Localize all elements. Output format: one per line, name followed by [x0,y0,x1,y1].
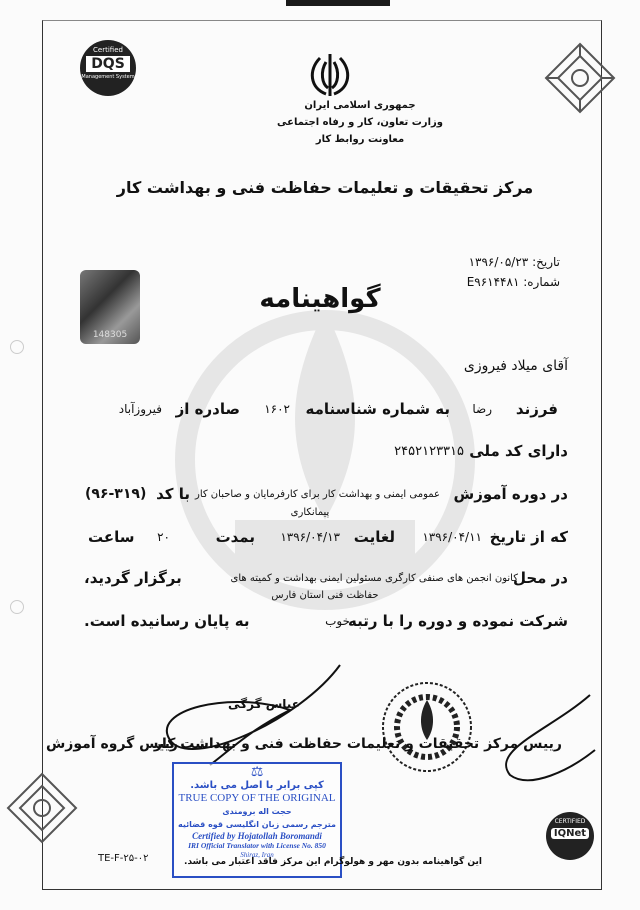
course-name-line2: پیمانکاری [290,507,330,518]
signer-name: عباس گرگی [228,697,300,711]
dqs-bottom-text: Management System [81,74,135,80]
center-title: مرکز تحقیقات و تعلیمات حفاظت فنی و بهداشت کار [116,178,534,197]
venue-label: در محل [512,569,568,587]
duration-value: ۲۰ [157,530,170,544]
course-label: در دوره آموزش [453,485,568,503]
ornament-top-right-icon [542,40,618,116]
punch-hole [10,600,24,614]
number-value: E۹۶۱۴۴۸۱ [466,275,520,289]
date-value: ۱۳۹۶/۰۵/۲۳ [468,255,529,269]
dqs-mark-text: DQS [86,56,130,72]
ministry-name: وزارت تعاون، کار و رفاه اجتماعی [277,117,443,128]
from-date-label: که از تاریخ [489,528,568,546]
issued-from-label: صادره از [175,400,240,418]
stamp-fa-line1: کپی برابر با اصل می باشد. [190,780,324,791]
date-label: تاریخ: [532,255,560,269]
grade-value: خوب [325,614,350,628]
ornament-bottom-left-icon [4,770,80,846]
form-code: TE-F-۲۵-۰۲ [98,853,149,864]
stamp-fa-line3: مترجم رسمی زبان انگلیسی قوه قضائیه [178,820,336,829]
scales-icon: ⚖ [250,764,264,780]
iqnet-certified-logo [546,812,594,860]
child-of-label: فرزند [515,400,558,418]
date-row [469,255,560,269]
signature-left-icon [150,660,350,770]
iqnet-top-text: CERTIFIED [554,818,586,825]
dqs-top-text: Certified [93,46,123,54]
punch-hole [10,340,24,354]
iran-emblem-icon [306,52,354,98]
held-label: برگزار گردید، [84,569,182,587]
recipient-name: آقای میلاد فیروزی [463,358,568,374]
stamp-en-line4: Shiraz, Iran [240,851,274,859]
country-name: جمهوری اسلامی ایران [304,100,416,111]
venue-line1: کانون انجمن های صنفی کارگری مسئولین ایمنی بهداشت و کمیته های [230,573,518,584]
national-code-label: دارای کد ملی [469,442,568,460]
course-code: (۹۶-۳۱۹) [85,486,147,502]
participated-label: شرکت نموده و دوره را با رتبه [347,612,568,630]
father-name: رضا [472,402,492,416]
id-number-label: به شماره شناسنامه [305,400,450,418]
course-code-label: با کد [156,485,190,503]
id-number: ۱۶۰۲ [264,402,290,416]
certificate-title: گواهینامه [259,284,381,314]
from-date: ۱۳۹۶/۰۴/۱۱ [422,530,482,544]
dqs-certified-logo [80,40,136,96]
course-name-line1: عمومی ایمنی و بهداشت کار برای کارفرمایان و صاحبان کار [194,489,440,500]
stamp-fa-line2: حجت اله برومندی [222,807,292,816]
deputy-name: معاونت روابط کار [315,134,405,145]
issued-from: فیروزآباد [118,402,162,416]
number-label: شماره: [523,275,560,289]
stamp-en-line2: Certified by Hojatollah Boromandi [192,831,322,841]
number-row [467,275,560,289]
duration-label: بمدت [215,528,255,546]
hologram-sticker [80,270,140,344]
to-date: ۱۳۹۶/۰۴/۱۳ [280,530,340,544]
center-head-title: رییس مرکز تحقیقات و تعلیمات حفاظت فنی و بهداشت کار [153,736,562,752]
stamp-en-line3: IRI Official Translator with License No. 850 [188,841,326,850]
hologram-number: 148305 [92,330,128,340]
top-bar [286,0,390,6]
iqnet-mark-text: IQNet [551,828,589,839]
group-head-title: رییس گروه آموزش [45,736,178,752]
hours-label: ساعت [88,528,135,546]
validity-note: این گواهینامه بدون مهر و هولوگرام این مرکز فاقد اعتبار می باشد. [184,857,482,867]
national-code: ۲۴۵۲۱۲۳۳۱۵ [394,444,464,459]
venue-line2: حفاظت فنی استان فارس [271,590,379,601]
stamp-en-line1: TRUE COPY OF THE ORIGINAL [178,792,336,804]
official-seal-icon [380,680,475,775]
to-date-label: لغایت [353,528,395,546]
completed-label: به پایان رسانیده است. [84,612,250,630]
